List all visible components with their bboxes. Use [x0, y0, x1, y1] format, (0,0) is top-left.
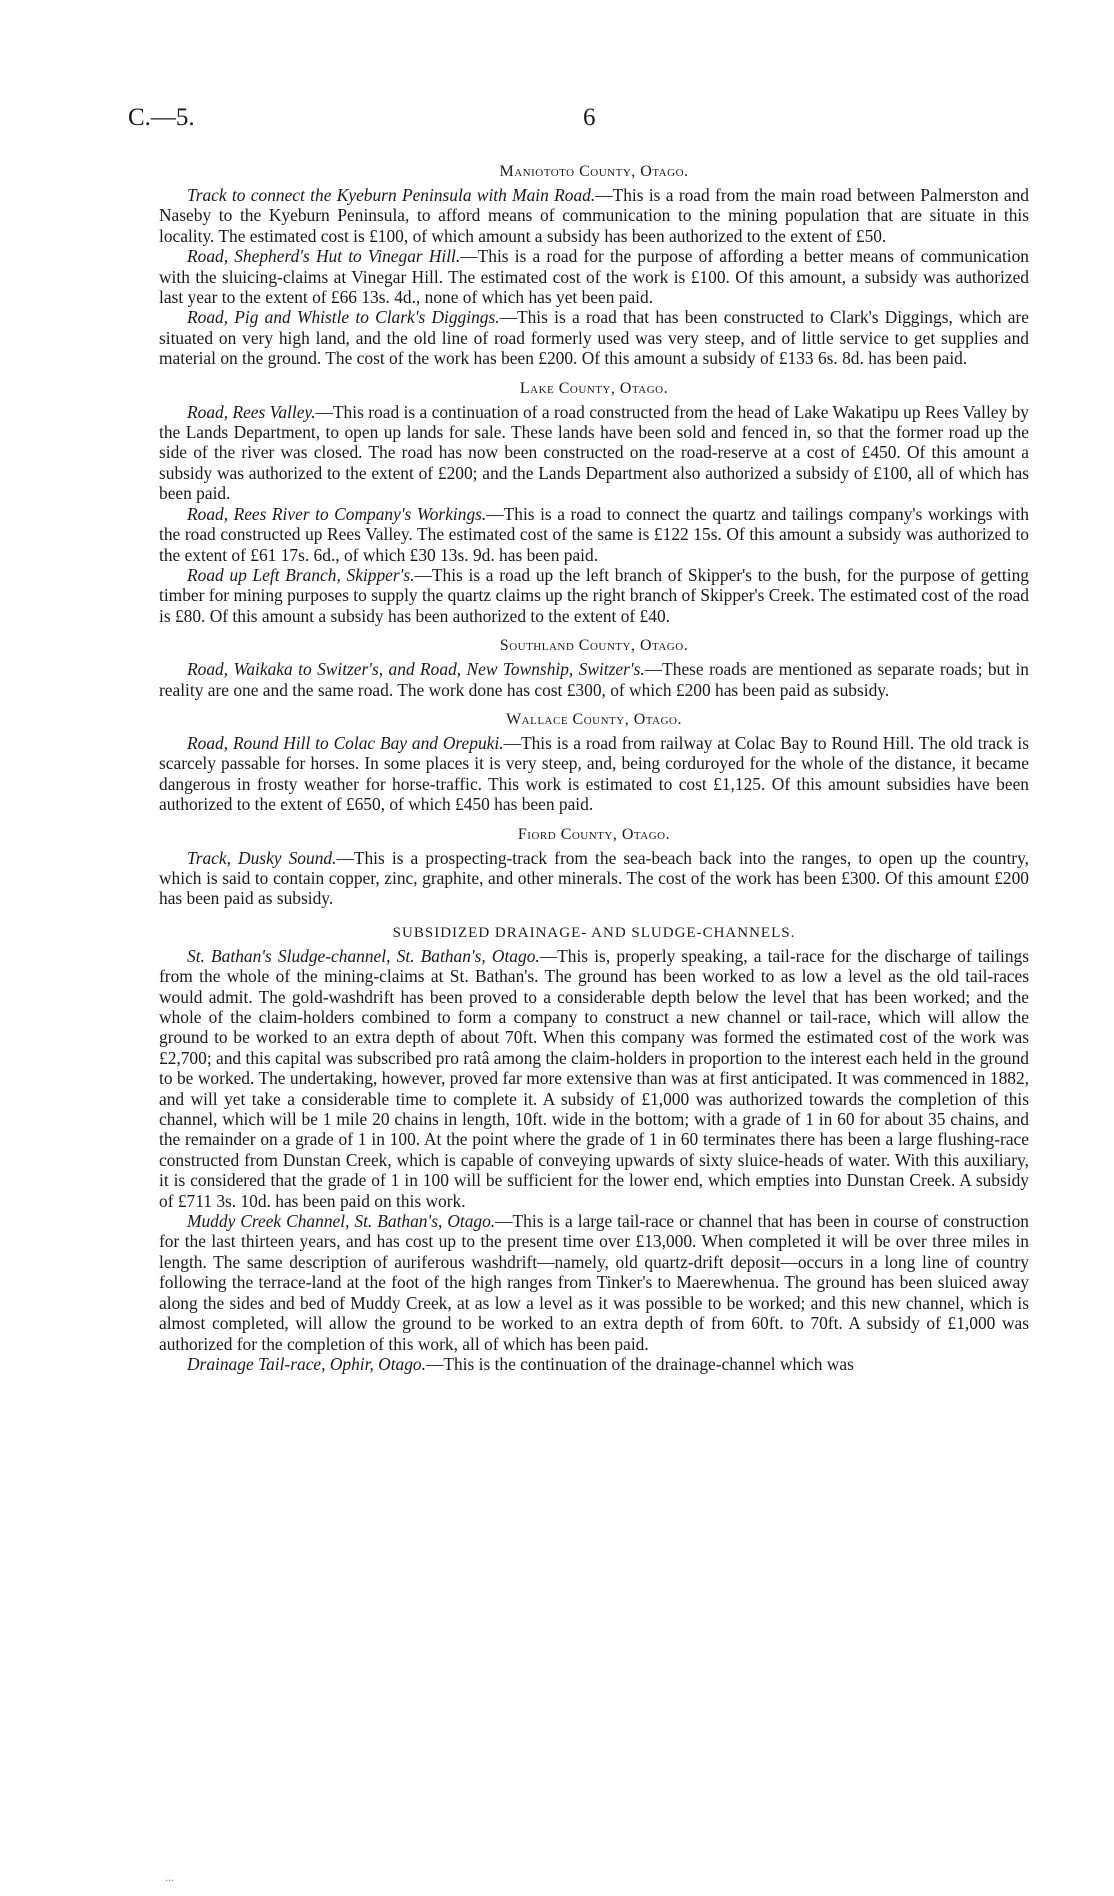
paragraph: [159, 402, 1029, 504]
item-title: Road, Pig and Whistle to Clark's Diggings.: [187, 307, 500, 328]
paragraph: [159, 1211, 1029, 1354]
paragraph: [159, 946, 1029, 1211]
item-text: —This is a large tail-race or channel that has been in course of construction for the last thirteen years, and has cost up to the present time over £13,000. When completed it will be over three miles in length. The same description of auriferous washdrift—namely, old quartz-drift deposit—occurs in a long line of country following the terrace-land at the foot of the high ranges from Tinker's to Maerewhenua. The ground has been sluiced away along the sides and bed of Muddy Creek, at as low a level as it was possible to be worked; and this new channel, which is almost completed, will allow the ground to be worked to an extra depth of from 60ft. to 70ft. A subsidy of £1,000 was authorized for the completion of this work, all of which has been paid.: [159, 1211, 1029, 1354]
item-title: Road, Rees Valley.: [187, 401, 316, 422]
paragraph: [159, 185, 1029, 246]
item-title: Road, Rees River to Company's Workings.: [187, 503, 487, 524]
item-text: —This is a road from the main road between Palmerston and Naseby to the Kyeburn Peninsula, to afford means of communication to the mining population that are situate in this locality. The estimated cost is £100, of which amount a subsidy has been authorized to the extent of £50.: [159, 185, 1029, 246]
item-title: Track, Dusky Sound.: [187, 847, 337, 868]
paragraph: [159, 733, 1029, 815]
item-title: Track to connect the Kyeburn Peninsula with Main Road.: [187, 185, 596, 205]
item-text: —This road is a continuation of a road constructed from the head of Lake Wakatipu up Rees Valley by the Lands Department, to open up lands for sale. These lands have been sold and fenced in, so that the former road up the side of the river was closed. The road has now been constructed on the road-reserve at a cost of £450. Of this amount a subsidy was authorized to the extent of £200; and the Lands Department also authorized a subsidy of £100, all of which has been paid.: [159, 401, 1029, 504]
item-title: Road, Round Hill to Colac Bay and Orepuki.: [187, 732, 504, 753]
item-text: —This is the continuation of the drainage-channel which was: [425, 1353, 854, 1374]
document-body: [159, 152, 1029, 1374]
paragraph: [159, 1354, 1029, 1374]
scan-mark: ...: [165, 1870, 174, 1884]
section-heading: Wallace County, Otago.: [506, 710, 682, 728]
item-text: —This is a road up the left branch of Skipper's to the bush, for the purpose of getting timber for mining purposes to supply the quartz claims up the right branch of Skipper's Creek. The estimated cost of the road is £80. Of this amount a subsidy has been authorized to the extent of £40.: [159, 564, 1029, 626]
paragraph: [159, 307, 1029, 368]
item-text: —This is a road that has been constructed to Clark's Diggings, which are situated on very high land, and the old line of road formerly used was very steep, and of little service to get supplies and material on the ground. The cost of the work has been £200. Of this amount a subsidy of £133 6s. 8d. has been paid.: [159, 307, 1029, 369]
section-heading: Fiord County, Otago.: [517, 825, 671, 843]
item-title: Road, Waikaka to Switzer's, and Road, New Township, Switzer's.: [187, 659, 645, 680]
item-text: —This is a road to connect the quartz and tailings company's workings with the road constructed up Rees Valley. The estimated cost of the same is £122 15s. Of this amount a subsidy was authorized to the extent of £61 17s. 6d., of which £30 13s. 9d. has been paid.: [159, 503, 1029, 565]
page-number: 6: [583, 104, 596, 131]
item-title: Road, Shepherd's Hut to Vinegar Hill.: [187, 246, 461, 267]
item-text: —This is, properly speaking, a tail-race for the discharge of tailings from the whole of the mining-claims at St. Bathan's. The ground has been worked to as low a level as the old tail-races would admit. The gold-washdrift has been proved to a considerable depth below the level that has been worked; and the whole of the claim-holders combined to form a company to construct a new channel or tail-race, which will allow the ground to be worked to an extra depth of about 70ft. When this company was formed the estimated cost of the work was £2,700; and this capital was subscribed pro ratâ among the claim-holders in proportion to the interest each held in the ground to be worked. The undertaking, however, proved far more extensive than was at first anticipated. It was commenced in 1882, and will yet take a considerable time to complete it. A subsidy of £1,000 was authorized towards the completion of this channel, which will be 1 mile 20 chains in length, 10ft. wide in the bottom; with a grade of 1 in 60 for about 35 chains, and the remainder on a grade of 1 in 100. At the point where the grade of 1 in 60 terminates there has been a large flushing-race constructed from Dunstan Creek, which is capable of conveying upwards of sixty sluice-heads of water. With this auxiliary, it is considered that the grade of 1 in 100 will be sufficient for the lower end, which empties into Dunstan Creek. A subsidy of £711 3s. 10d. has been paid on this work.: [159, 945, 1029, 1211]
document-reference: C.—5.: [128, 104, 195, 131]
section-heading: Maniototo County, Otago.: [499, 163, 689, 180]
item-title: Drainage Tail-race, Ophir, Otago.: [187, 1353, 426, 1374]
item-text: —This is a road from railway at Colac Bay to Round Hill. The old track is scarcely passable for horses. In some places it is very steep, and, being corduroyed for the whole of the distance, it became dangerous in frosty weather for horse-traffic. This work is estimated to cost £1,125. Of this amount subsidies have been authorized to the extent of £650, of which £450 has been paid.: [159, 732, 1029, 815]
section-heading: SUBSIDIZED DRAINAGE- AND SLUDGE-CHANNELS.: [392, 924, 796, 941]
item-text: —This is a prospecting-track from the sea-beach back into the ranges, to open up the country, which is said to contain copper, zinc, graphite, and other minerals. The cost of the work has been £300. Of this amount £200 has been paid as subsidy.: [159, 847, 1029, 909]
section-heading: Southland County, Otago.: [499, 637, 689, 655]
paragraph: [159, 659, 1029, 700]
paragraph: [159, 246, 1029, 307]
item-text: —This is a road for the purpose of affording a better means of communication with the sluicing-claims at Vinegar Hill. The estimated cost of the work is £100. Of this amount, a subsidy was authorized last year to the extent of £66 13s. 4d., none of which has yet been paid.: [159, 246, 1029, 308]
paragraph: [159, 565, 1029, 626]
paragraph: [159, 848, 1029, 909]
item-title: St. Bathan's Sludge-channel, St. Bathan's, Otago.: [187, 945, 540, 966]
item-title: Muddy Creek Channel, St. Bathan's, Otago.: [187, 1211, 496, 1232]
paragraph: [159, 504, 1029, 565]
item-text: —These roads are mentioned as separate roads; but in reality are one and the same road. The work done has cost £300, of which £200 has been paid as subsidy.: [159, 659, 1029, 700]
item-title: Road up Left Branch, Skipper's.: [187, 564, 415, 585]
section-heading: Lake County, Otago.: [519, 379, 669, 397]
